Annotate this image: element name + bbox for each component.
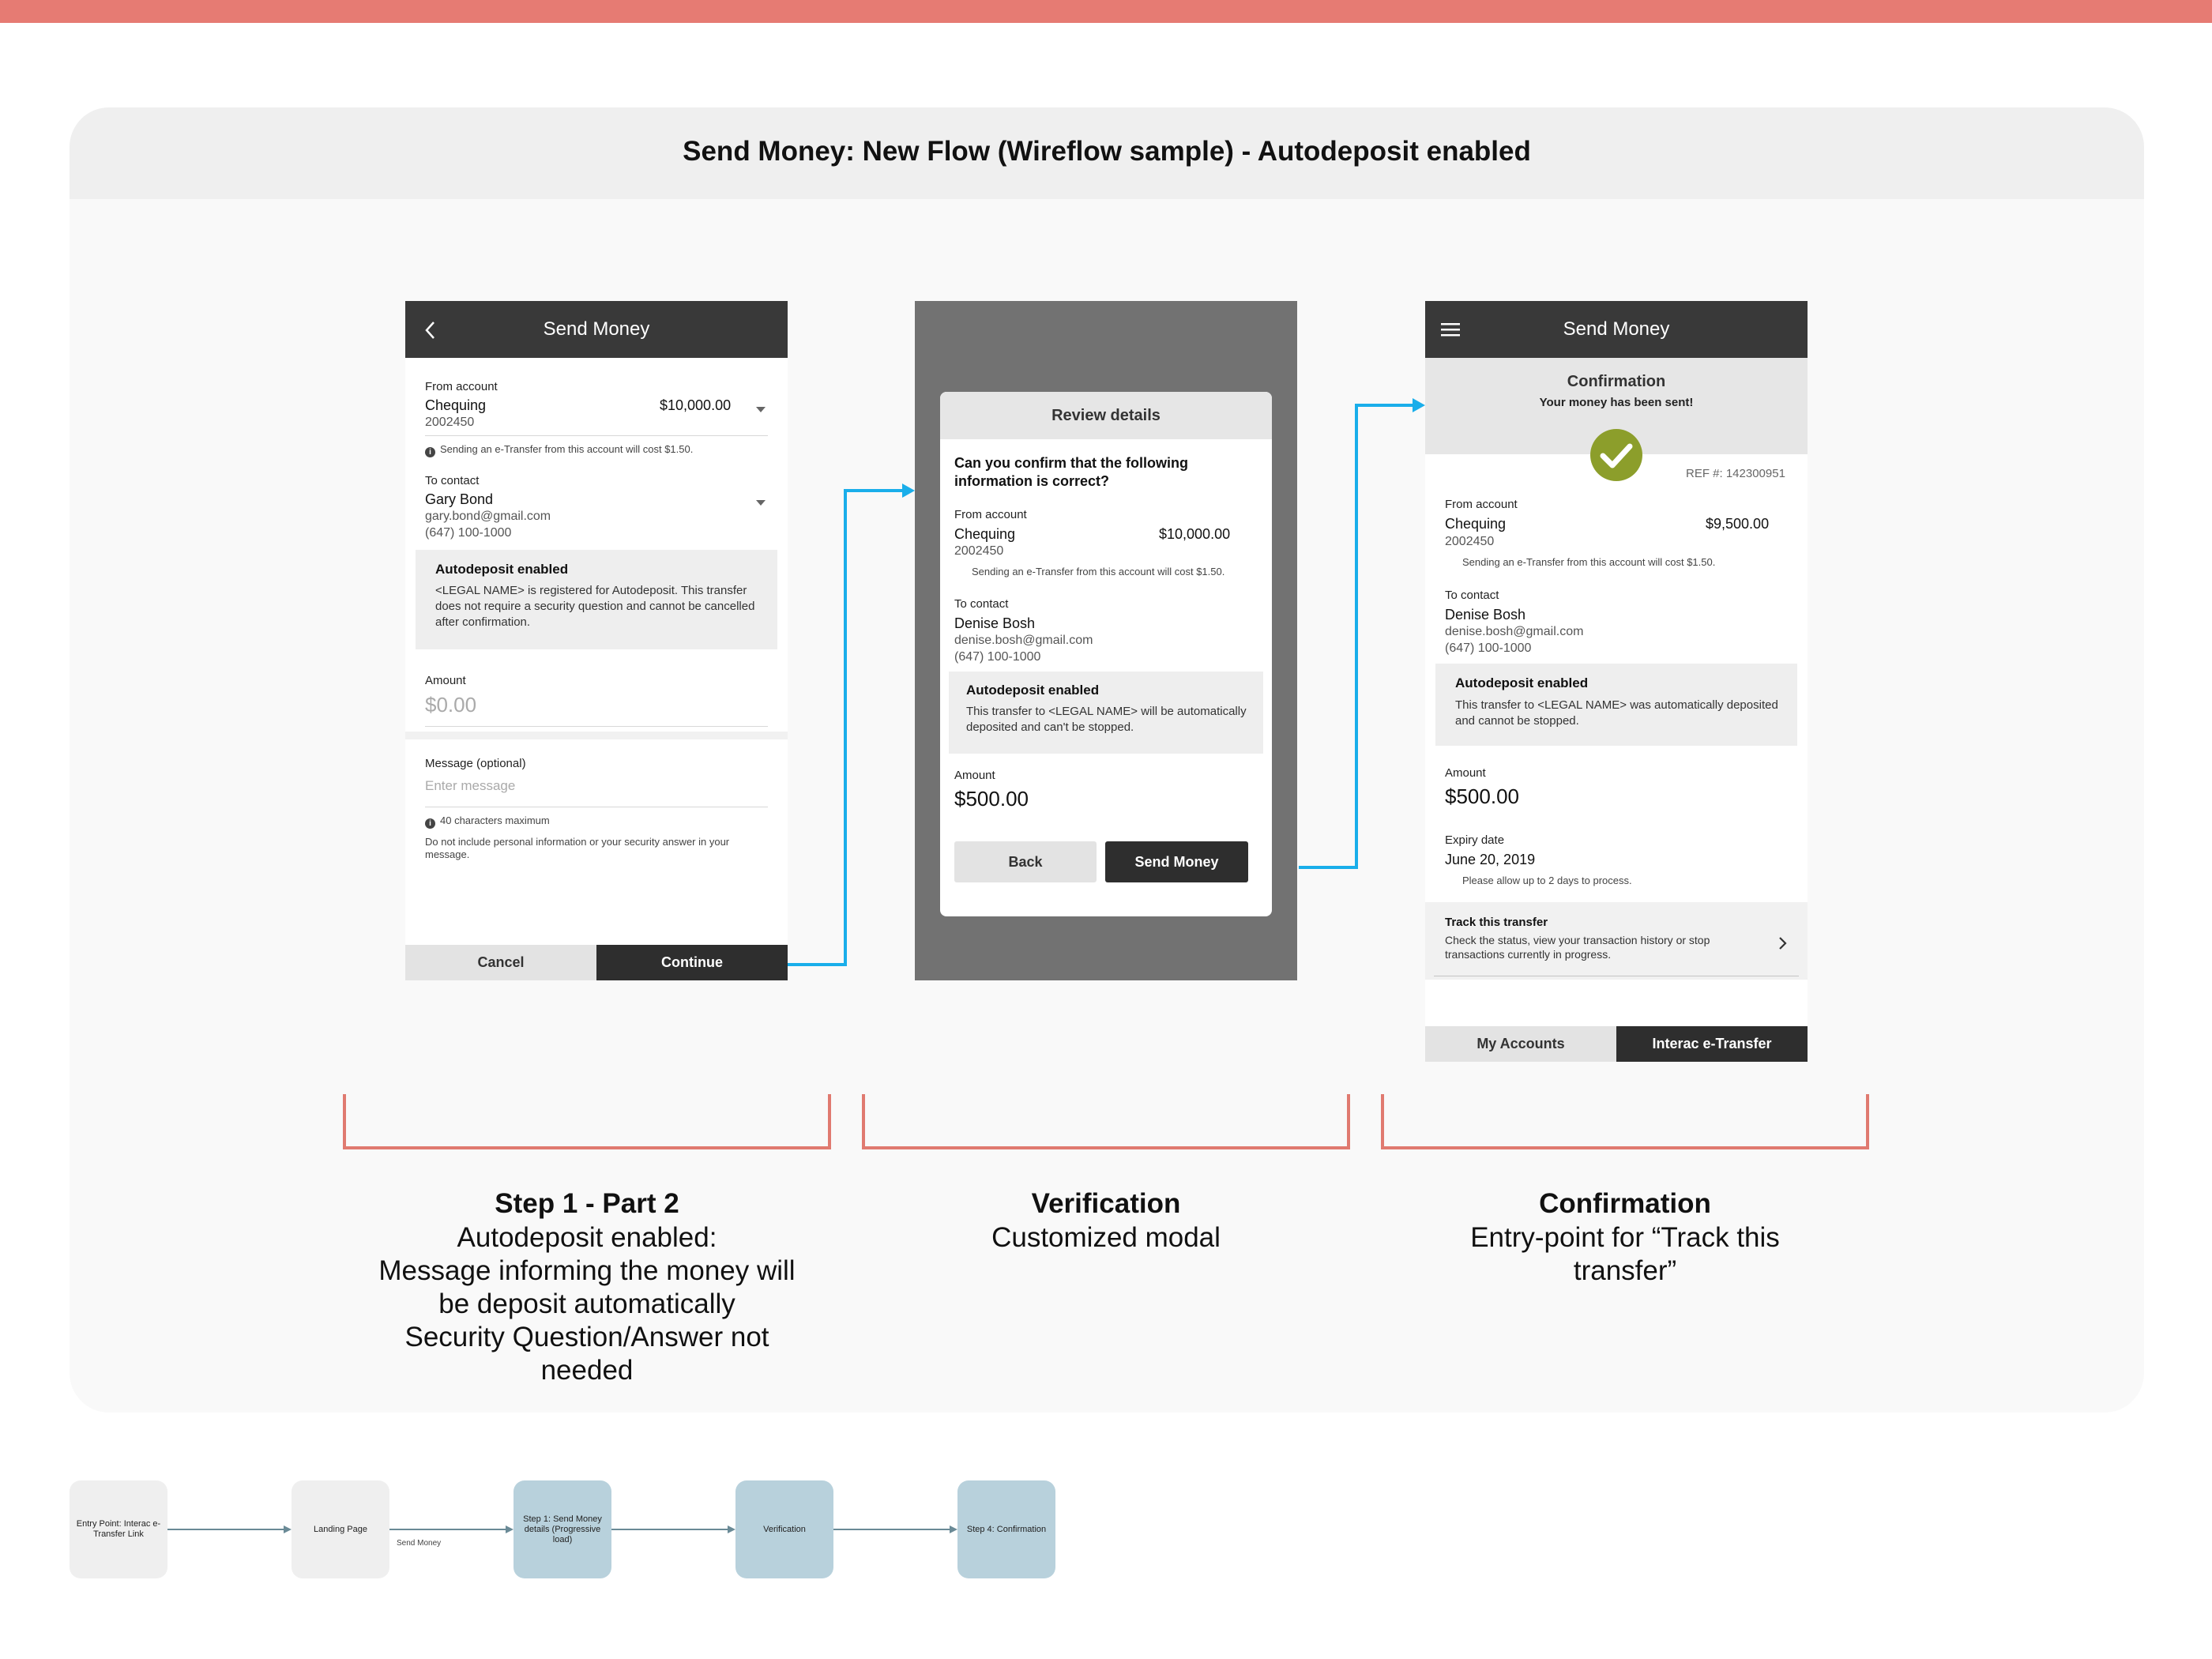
autodeposit-title: Autodeposit enabled [1455,675,1589,690]
track-title: Track this transfer [1445,916,1548,929]
contact-email: gary.bond@gmail.com [425,510,551,523]
account-number: 2002450 [954,544,1004,558]
verification-caption-title: Verification [1031,1188,1181,1219]
amount-input[interactable]: $0.00 [425,693,477,717]
autodeposit-text: <LEGAL NAME> is registered for Autodeposit. This transfer does not require a security question and cannot be cancelled after confirmation. [435,584,755,629]
arrow-send-to-confirmation [1299,405,1417,867]
tab-my-accounts[interactable]: My Accounts [1425,1026,1616,1062]
send-money-button[interactable]: Send Money [1105,841,1248,882]
message-label: Message (optional) [425,757,526,770]
flow-edge-label: Send Money [397,1539,442,1548]
header-title: Send Money [543,318,650,340]
step1-caption-body: Autodeposit enabled: Message informing the money will be deposit automatically Security Question/Answer not needed [378,1222,796,1386]
flow-node-entry-point: Entry Point: Interac e-Transfer Link [70,1480,167,1578]
info-icon: i [425,447,435,457]
amount-label: Amount [1445,766,1486,780]
arrow-head-icon [1413,398,1425,412]
confirmation-title: Confirmation [1567,373,1666,390]
continue-button[interactable]: Continue [596,945,788,980]
amount-value: $500.00 [954,787,1029,811]
contact-phone: (647) 100-1000 [954,650,1041,664]
from-account-label: From account [954,508,1027,521]
flow-node-verification: Verification [735,1480,833,1578]
processing-note: Please allow up to 2 days to process. [1462,875,1632,886]
char-limit-note: i 40 characters maximum [425,814,550,829]
flow-node-confirmation: Step 4: Confirmation [957,1480,1055,1578]
privacy-note: Do not include personal information or your security answer in your message. [425,836,730,860]
fee-note: i Sending an e-Transfer from this account will cost $1.50. [425,443,693,457]
from-account-label: From account [425,380,498,393]
arrow-head-icon [902,483,915,498]
amount-label: Amount [954,769,995,782]
account-amount: $9,500.00 [1706,516,1770,532]
autodeposit-title: Autodeposit enabled [966,683,1100,698]
step1-bracket [343,1094,831,1149]
autodeposit-title: Autodeposit enabled [435,562,569,577]
expiry-label: Expiry date [1445,833,1505,847]
contact-name: Denise Bosh [954,615,1036,631]
message-input[interactable]: Enter message [425,778,516,793]
account-name: Chequing [954,526,1016,542]
arrow-continue-to-review [788,491,907,965]
account-name[interactable]: Chequing [425,397,487,413]
account-balance: $10,000.00 [660,397,732,413]
amount-value: $500.00 [1445,784,1519,808]
wireflow-board [70,107,2144,1413]
autodeposit-text: This transfer to <LEGAL NAME> was automatically deposited and cannot be stopped. [1455,698,1778,728]
account-number: 2002450 [425,416,475,429]
account-balance: $10,000.00 [1159,526,1231,542]
confirm-question: Can you confirm that the following information is correct? [954,455,1188,489]
to-contact-label: To contact [1445,589,1499,602]
modal-title: Review details [1051,407,1161,424]
board-title: Send Money: New Flow (Wireflow sample) - Autodeposit enabled [683,136,1531,167]
fee-note: Sending an e-Transfer from this account will cost $1.50. [972,566,1225,577]
contact-email: denise.bosh@gmail.com [954,634,1093,647]
autodeposit-text: This transfer to <LEGAL NAME> will be automatically deposited and can't be stopped. [966,705,1247,734]
from-account-label: From account [1445,498,1518,511]
confirmation-caption-title: Confirmation [1539,1188,1711,1219]
contact-name[interactable]: Gary Bond [425,491,494,507]
expiry-value: June 20, 2019 [1445,852,1536,867]
flow-node-step1: Step 1: Send Money details (Progressive load) [514,1480,611,1578]
info-icon: i [425,818,435,829]
step1-caption-title: Step 1 - Part 2 [495,1188,679,1219]
verification-bracket [862,1094,1350,1149]
to-contact-label: To contact [954,597,1009,611]
contact-phone: (647) 100-1000 [425,526,512,540]
header-title: Send Money [1563,318,1670,340]
to-contact-label: To contact [425,474,480,487]
flow-node-landing-page: Landing Page [292,1480,389,1578]
track-text: Check the status, view your transaction history or stop transactions currently in progress. [1445,934,1710,961]
confirmation-bracket [1381,1094,1869,1149]
fee-note: Sending an e-Transfer from this account will cost $1.50. [1462,556,1716,568]
amount-label: Amount [425,674,466,687]
tab-interac-etransfer[interactable]: Interac e-Transfer [1616,1026,1808,1062]
confirmation-subtitle: Your money has been sent! [1539,396,1694,409]
back-button[interactable]: Back [954,841,1097,882]
account-number: 2002450 [1445,535,1495,548]
contact-name: Denise Bosh [1445,607,1526,623]
top-accent-bar [0,0,2212,23]
confirmation-caption-body: Entry-point for “Track this transfer” [1470,1222,1780,1286]
reference-number: REF #: 142300951 [1686,467,1785,480]
account-name: Chequing [1445,516,1507,532]
contact-phone: (647) 100-1000 [1445,641,1532,655]
contact-email: denise.bosh@gmail.com [1445,625,1584,638]
verification-caption-body: Customized modal [991,1222,1221,1253]
cancel-button[interactable]: Cancel [405,945,596,980]
